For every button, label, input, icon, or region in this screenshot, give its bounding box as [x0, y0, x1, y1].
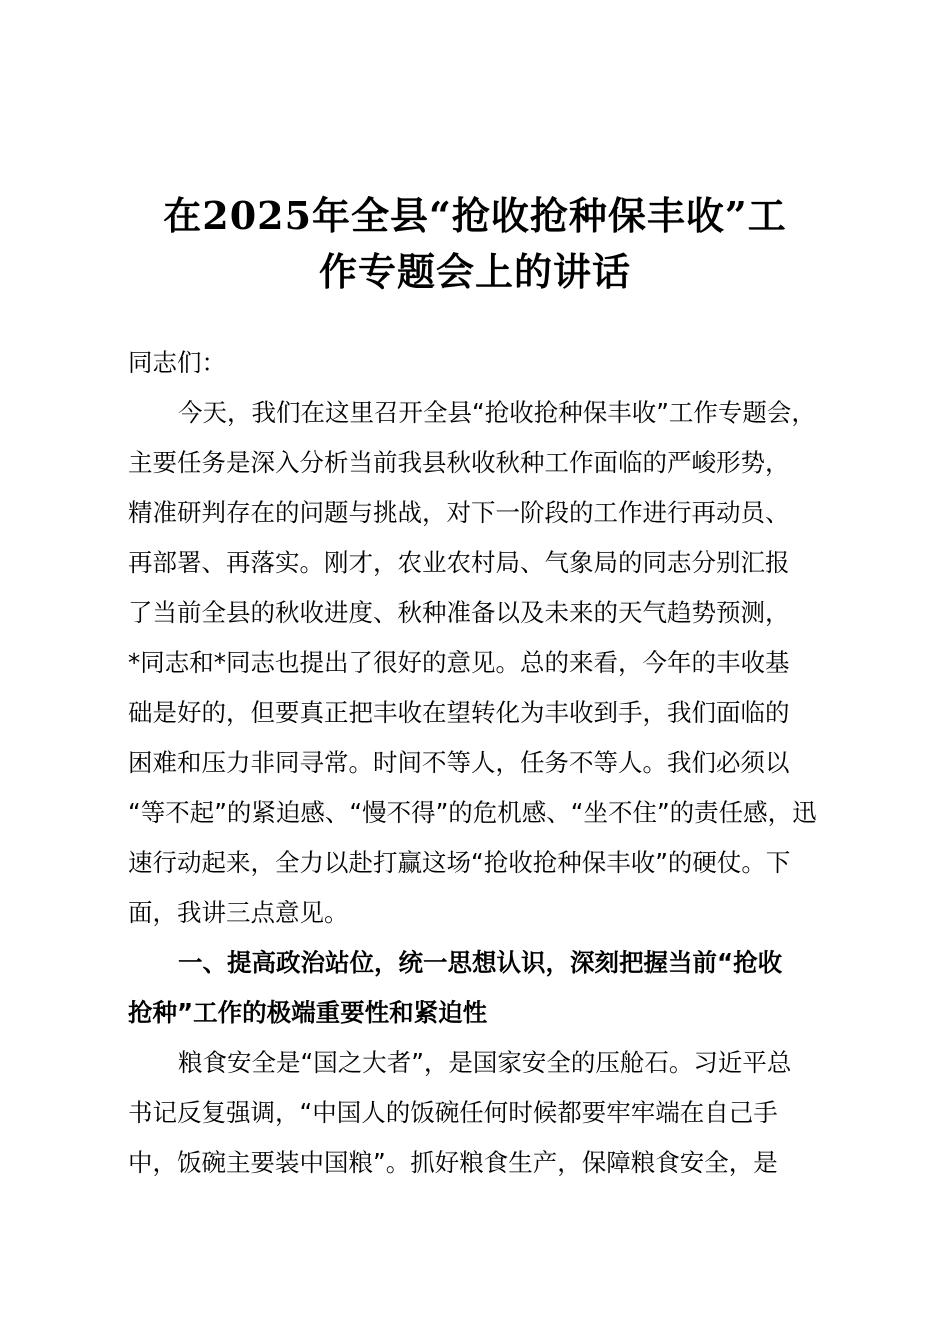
heading-line: 抢种”工作的极端重要性和紧迫性: [128, 998, 488, 1027]
paragraph-line: 面，我讲三点意见。: [128, 898, 349, 927]
paragraph-line: “等不起”的紧迫感、“慢不得”的危机感、“坐不住”的责任感，迅: [128, 798, 817, 827]
paragraph-line: 书记反复强调，“中国人的饭碗任何时候都要牢牢端在自己手: [128, 1098, 778, 1127]
paragraph-line: 速行动起来，全力以赴打赢这场“抢收抢种保丰收”的硬仗。下: [128, 848, 791, 877]
paragraph-line: 今天，我们在这里召开全县“抢收抢种保丰收”工作专题会，: [178, 398, 816, 427]
paragraph-line: 困难和压力非同寻常。时间不等人，任务不等人。我们必须以: [128, 748, 790, 777]
document-body: [128, 338, 830, 1188]
paragraph-line: *同志和*同志也提出了很好的意见。总的来看，今年的丰收基: [128, 648, 790, 677]
paragraph-line: 础是好的，但要真正把丰收在望转化为丰收到手，我们面临的: [128, 698, 790, 727]
paragraph-line: 主要任务是深入分析当前我县秋收秋种工作面临的严峻形势，: [128, 448, 790, 477]
paragraph-line: 粮食安全是“国之大者”，是国家安全的压舱石。习近平总: [178, 1048, 792, 1077]
heading-line: 一、提高政治站位，统一思想认识，深刻把握当前“抢收: [178, 948, 783, 977]
document-title: [100, 188, 850, 300]
section-heading-1: [128, 938, 830, 1038]
title-line: 在2025年全县“抢收抢种保丰收”工: [163, 193, 787, 238]
paragraph-line: 精准研判存在的问题与挑战，对下一阶段的工作进行再动员、: [128, 498, 790, 527]
paragraph-intro: [128, 388, 830, 938]
paragraph-section-1: [128, 1038, 830, 1188]
paragraph-line: 再部署、再落实。刚才，农业农村局、气象局的同志分别汇报: [128, 548, 790, 577]
paragraph-line: 了当前全县的秋收进度、秋种准备以及未来的天气趋势预测，: [128, 598, 790, 627]
salutation: 同志们：: [128, 348, 226, 377]
paragraph-line: 中，饭碗主要装中国粮”。抓好粮食生产，保障粮食安全，是: [128, 1148, 778, 1177]
title-line: 作专题会上的讲话: [318, 249, 631, 294]
